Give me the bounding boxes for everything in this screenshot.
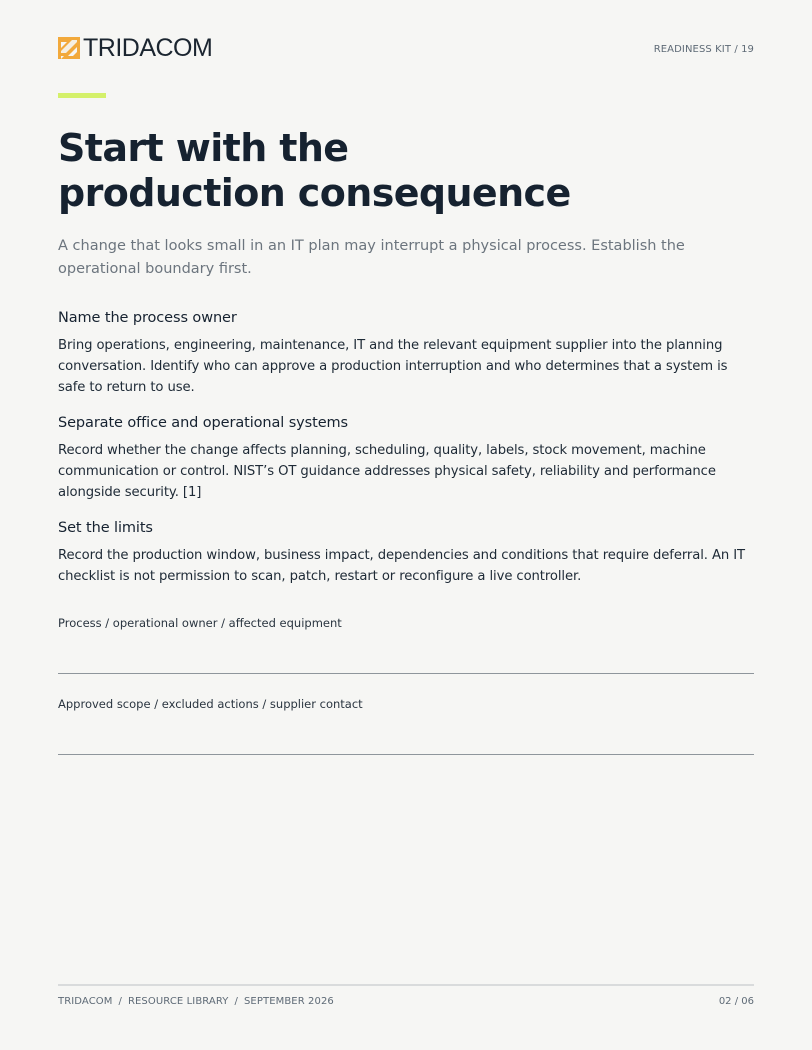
page-title: Start with the production consequence <box>58 126 571 215</box>
intro-paragraph: A change that looks small in an IT plan may interrupt a physical process. Establish the operational boundary first. <box>58 238 685 277</box>
section-separate-systems <box>58 412 754 503</box>
kit-label: READINESS KIT / 19 <box>653 44 754 55</box>
footer-separator: / <box>234 996 238 1007</box>
field-label: Process / operational owner / affected equipment <box>58 616 342 630</box>
page-header <box>58 36 754 62</box>
section-heading: Set the limits <box>58 520 153 536</box>
section-body: Bring operations, engineering, maintenance, IT and the relevant equipment supplier into the planning conversation. Identify who can approve a production interruption and who determines that a system is safe to return to use. <box>58 338 728 395</box>
section-heading: Separate office and operational systems <box>58 415 348 431</box>
footer-breadcrumb <box>58 996 334 1007</box>
fill-in-field-process-owner[interactable] <box>58 615 754 631</box>
footer-brand: TRIDACOM <box>58 996 113 1007</box>
document-page <box>58 0 754 1050</box>
field-underline <box>58 673 754 674</box>
fill-in-field-approved-scope[interactable] <box>58 696 754 712</box>
footer-library: RESOURCE LIBRARY <box>127 996 229 1007</box>
section-body: Record the production window, business impact, dependencies and conditions that require deferral. An IT checklist is not permission to scan, patch, restart or reconfigure a live controller. <box>58 548 745 584</box>
footer-divider <box>58 984 754 986</box>
brand-wordmark: TRIDACOM <box>83 34 213 62</box>
field-underline <box>58 754 754 755</box>
content-sections <box>58 307 754 601</box>
brand-logo <box>58 36 212 60</box>
page-number: 02 / 06 <box>718 996 754 1007</box>
tridacom-logo-icon <box>58 37 80 59</box>
field-label: Approved scope / excluded actions / supplier contact <box>58 697 363 711</box>
section-body: Record whether the change affects planning, scheduling, quality, labels, stock movement, machine communication or control. NIST’s OT guidance addresses physical safety, reliability and performance alongside security. [1] <box>58 443 716 500</box>
section-process-owner <box>58 307 754 398</box>
section-heading: Name the process owner <box>58 310 237 326</box>
section-set-limits <box>58 517 754 587</box>
footer-separator: / <box>118 996 122 1007</box>
accent-bar <box>58 93 106 98</box>
footer-date: SEPTEMBER 2026 <box>243 996 334 1007</box>
